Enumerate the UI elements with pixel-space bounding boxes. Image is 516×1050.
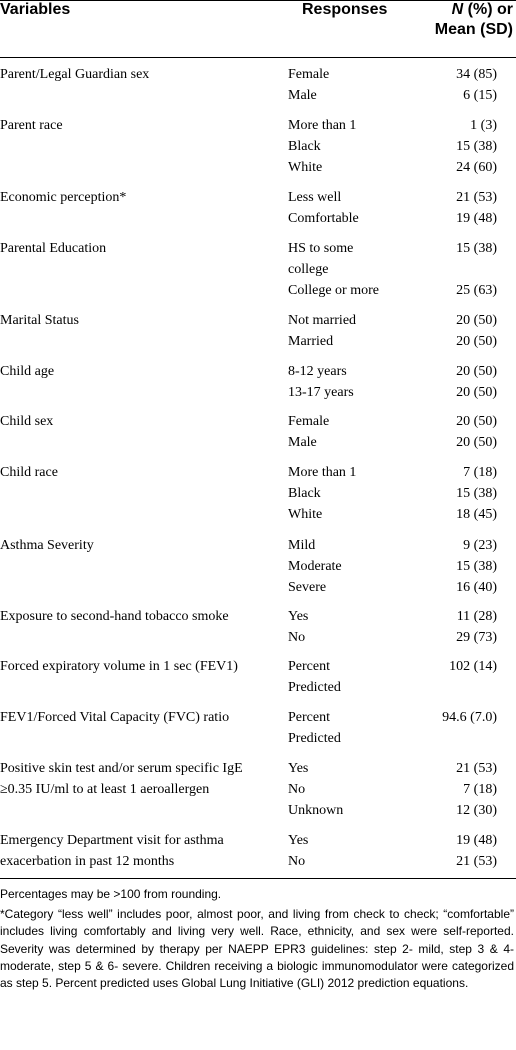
variable-cell: Exposure to second-hand tobacco smoke <box>0 609 229 624</box>
variable-line: ≥0.35 IU/ml to at least 1 aeroallergen <box>0 782 210 797</box>
response-item: White <box>288 160 323 175</box>
response-item: Male <box>288 88 317 103</box>
variable-cell: Economic perception* <box>0 190 127 205</box>
response-item: Percent <box>288 710 330 725</box>
responses-cell <box>288 361 408 403</box>
response-item: Married <box>288 334 334 349</box>
response-item: Yes <box>288 833 309 848</box>
value-item: 1 (3) <box>470 118 497 133</box>
value-item <box>397 259 497 280</box>
variable-cell: Child race <box>0 465 58 480</box>
variable-cell <box>0 830 280 872</box>
value-item: 20 (50) <box>456 385 497 400</box>
response-item: Black <box>288 139 321 154</box>
response-item: White <box>288 507 323 522</box>
value-item: 19 (48) <box>456 833 497 848</box>
responses-cell <box>288 310 408 352</box>
variable-cell: Parental Education <box>0 241 107 256</box>
value-item: 29 (73) <box>456 630 497 645</box>
value-item: 20 (50) <box>456 334 497 349</box>
variable-line: Emergency Department visit for asthma <box>0 833 224 848</box>
response-item: Predicted <box>288 731 341 746</box>
value-item: 15 (38) <box>456 139 497 154</box>
variable-cell: Child sex <box>0 414 54 429</box>
variable-line: Positive skin test and/or serum specific IgE <box>0 761 243 776</box>
variable-cell: Marital Status <box>0 313 79 328</box>
value-item: 21 (53) <box>456 190 497 205</box>
value-item: 94.6 (7.0) <box>442 710 497 725</box>
value-item: 20 (50) <box>456 435 497 450</box>
responses-cell <box>288 535 408 598</box>
values-cell <box>397 606 497 648</box>
response-item: No <box>288 782 306 797</box>
header-mean: Mean (SD) <box>434 21 513 38</box>
variable-line: exacerbation in past 12 months <box>0 854 175 869</box>
value-item: 21 (53) <box>456 854 497 869</box>
response-item: More than 1 <box>288 465 357 480</box>
values-cell <box>397 310 497 352</box>
response-item: college <box>288 262 329 277</box>
responses-cell <box>288 462 408 525</box>
value-item: 20 (50) <box>456 414 497 429</box>
value-item: 9 (23) <box>463 538 497 553</box>
response-item: Predicted <box>288 680 341 695</box>
response-item: Yes <box>288 761 309 776</box>
header-bottom-rule <box>0 57 516 58</box>
value-item: 7 (18) <box>463 465 497 480</box>
value-item: 7 (18) <box>463 782 497 797</box>
value-item: 102 (14) <box>449 659 497 674</box>
response-item: 8-12 years <box>288 364 347 379</box>
responses-cell <box>288 830 408 872</box>
variable-cell: Forced expiratory volume in 1 sec (FEV1) <box>0 659 238 674</box>
response-item: No <box>288 630 306 645</box>
values-cell <box>397 361 497 403</box>
header-n-rest: (%) or <box>463 1 513 18</box>
value-item: 19 (48) <box>456 211 497 226</box>
values-cell <box>397 758 497 821</box>
response-item: Female <box>288 414 330 429</box>
values-cell <box>397 830 497 872</box>
response-item: Female <box>288 67 330 82</box>
value-item: 15 (38) <box>456 559 497 574</box>
responses-cell <box>288 606 408 648</box>
footer-rule <box>0 878 516 879</box>
value-item: 15 (38) <box>456 486 497 501</box>
footnote-rounding: Percentages may be >100 from rounding. <box>0 887 222 901</box>
responses-cell <box>288 411 408 453</box>
values-cell <box>397 535 497 598</box>
value-item: 25 (63) <box>456 283 497 298</box>
responses-cell <box>288 187 408 229</box>
values-cell <box>397 64 497 106</box>
value-item: 20 (50) <box>456 364 497 379</box>
value-item <box>397 677 497 698</box>
value-item: 12 (30) <box>456 803 497 818</box>
values-cell <box>397 462 497 525</box>
footnote-definitions: *Category “less well” includes poor, almost poor, and living from check to check; “comfortable” includes living comfortably and living very well. Race, ethnicity, and sex were self-reported. Severity was determined by therapy per NAEPP EPR3 guidelines: step 2- mild, step 3 & 4- moderate, step 5 & 6- severe. Children receiving a biologic immunomodulator were categorized as step 5. Percent predicted uses Global Lung Initiative (GLI) 2012 prediction equations. <box>0 907 514 991</box>
value-item: 18 (45) <box>456 507 497 522</box>
variable-cell: Parent/Legal Guardian sex <box>0 67 150 82</box>
value-item: 6 (15) <box>463 88 497 103</box>
variable-cell: Parent race <box>0 118 63 133</box>
response-item: Unknown <box>288 803 344 818</box>
values-cell <box>397 411 497 453</box>
response-item: More than 1 <box>288 118 357 133</box>
response-item: Less well <box>288 190 342 205</box>
value-item: 16 (40) <box>456 580 497 595</box>
responses-cell <box>288 656 408 698</box>
value-item: 34 (85) <box>456 67 497 82</box>
response-item: Black <box>288 486 321 501</box>
response-item: Mild <box>288 538 316 553</box>
responses-cell <box>288 238 408 301</box>
response-item: No <box>288 854 306 869</box>
variable-cell <box>0 758 280 800</box>
response-item: Yes <box>288 609 309 624</box>
response-item: College or more <box>288 283 379 298</box>
values-cell <box>397 187 497 229</box>
value-item: 24 (60) <box>456 160 497 175</box>
table-footnotes <box>0 886 514 995</box>
header-n-italic: N <box>451 1 464 18</box>
response-item: 13-17 years <box>288 385 354 400</box>
header-variables: Variables <box>0 1 71 18</box>
header-responses: Responses <box>302 1 388 18</box>
response-item: Not married <box>288 313 357 328</box>
value-item: 11 (28) <box>456 609 497 624</box>
response-item: Comfortable <box>288 211 359 226</box>
responses-cell <box>288 758 408 821</box>
values-cell <box>397 656 497 698</box>
variable-cell: FEV1/Forced Vital Capacity (FVC) ratio <box>0 710 230 725</box>
responses-cell <box>288 115 408 178</box>
response-item: Male <box>288 435 317 450</box>
values-cell <box>397 707 497 749</box>
responses-cell <box>288 707 408 749</box>
response-item: Severe <box>288 580 327 595</box>
response-item: HS to some <box>288 241 354 256</box>
value-item: 21 (53) <box>456 761 497 776</box>
value-item: 20 (50) <box>456 313 497 328</box>
responses-cell <box>288 64 408 106</box>
value-item <box>397 728 497 749</box>
variable-cell: Child age <box>0 364 55 379</box>
value-item: 15 (38) <box>456 241 497 256</box>
header-n-mean <box>435 0 513 40</box>
values-cell <box>397 238 497 301</box>
response-item: Moderate <box>288 559 342 574</box>
values-cell <box>397 115 497 178</box>
response-item: Percent <box>288 659 330 674</box>
variable-cell: Asthma Severity <box>0 538 94 553</box>
